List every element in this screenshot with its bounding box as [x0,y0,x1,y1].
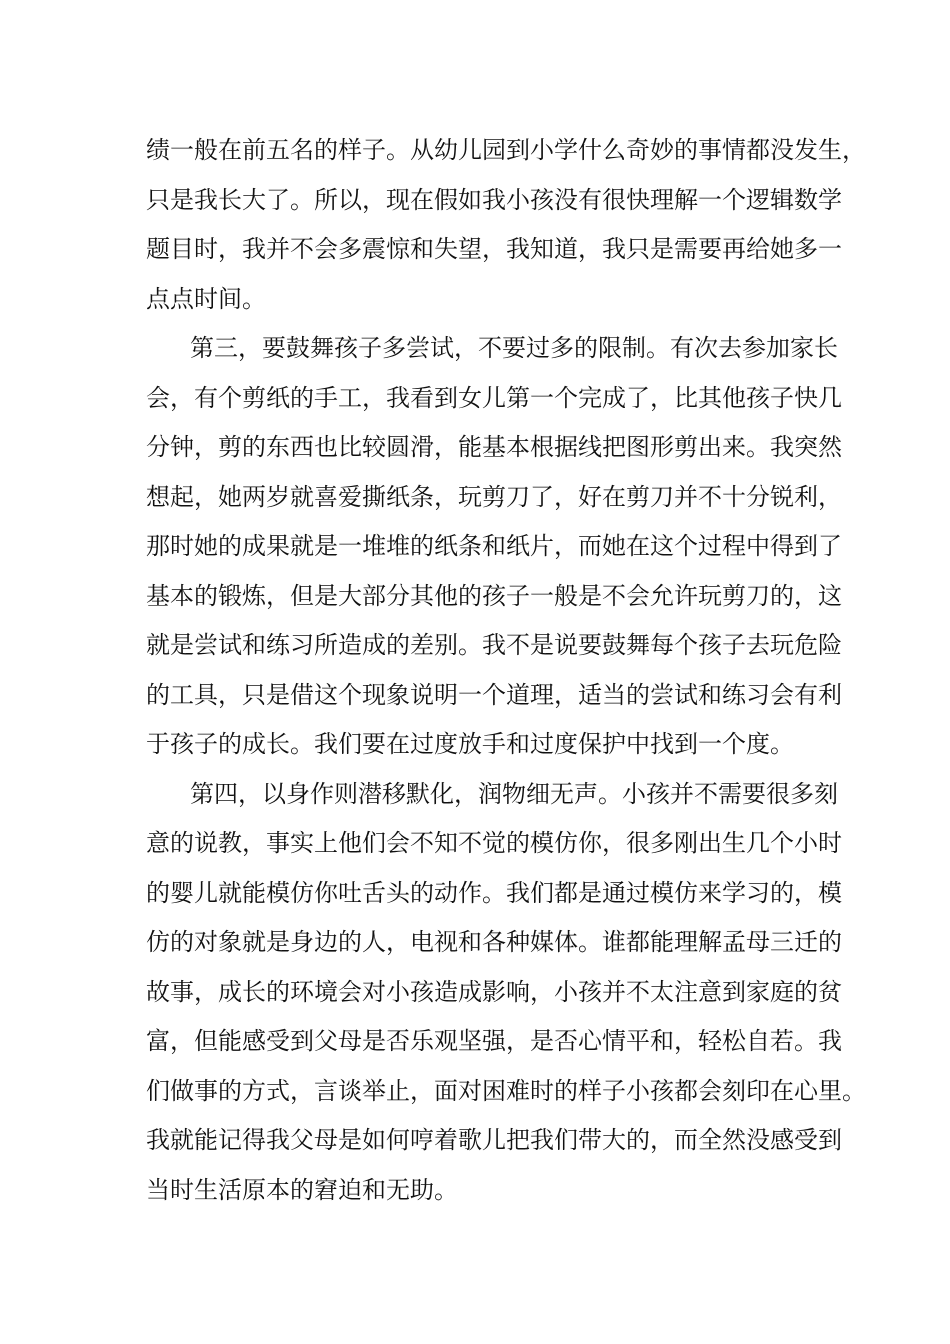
text-line: 们做事的方式，言谈举止，面对困难时的样子小孩都会刻印在心里。 [146,1076,866,1105]
text-line: 于孩子的成长。我们要在过度放手和过度保护中找到一个度。 [146,730,794,758]
text-line: 点点时间。 [146,284,266,313]
text-line: 只是我长大了。所以，现在假如我小孩没有很快理解一个逻辑数学 [146,185,842,214]
text-line: 绩一般在前五名的样子。从幼儿园到小学什么奇妙的事情都没发生， [146,136,866,164]
text-line: 基本的锻炼，但是大部分其他的孩子一般是不会允许玩剪刀的，这 [146,581,842,610]
text-line: 当时生活原本的窘迫和无助。 [146,1175,458,1204]
body-text [146,126,866,1215]
text-line: 会，有个剪纸的手工，我看到女儿第一个完成了，比其他孩子快几 [146,383,842,412]
text-line: 富，但能感受到父母是否乐观坚强，是否心情平和，轻松自若。我 [146,1027,842,1055]
text-line: 意的说教，事实上他们会不知不觉的模仿你，很多刚出生几个小时 [146,829,842,857]
text-line: 题目时，我并不会多震惊和失望，我知道，我只是需要再给她多一 [146,235,842,263]
paragraph-first-line: 第三，要鼓舞孩子多尝试，不要过多的限制。有次去参加家长 [190,334,838,362]
paragraph-first-line: 第四，以身作则潜移默化，润物细无声。小孩并不需要很多刻 [190,779,838,808]
text-line: 仿的对象就是身边的人，电视和各种媒体。谁都能理解孟母三迁的 [146,928,842,956]
text-line: 故事，成长的环境会对小孩造成影响，小孩并不太注意到家庭的贫 [146,977,842,1006]
text-line: 那时她的成果就是一堆堆的纸条和纸片，而她在这个过程中得到了 [146,532,842,560]
text-line: 的婴儿就能模仿你吐舌头的动作。我们都是通过模仿来学习的，模 [146,878,842,907]
text-line: 就是尝试和练习所造成的差别。我不是说要鼓舞每个孩子去玩危险 [146,631,842,659]
text-line: 的工具，只是借这个现象说明一个道理，适当的尝试和练习会有利 [146,680,842,709]
text-line: 分钟，剪的东西也比较圆滑，能基本根据线把图形剪出来。我突然 [146,433,842,461]
text-line: 我就能记得我父母是如何哼着歌儿把我们带大的，而全然没感受到 [146,1126,842,1154]
text-line: 想起，她两岁就喜爱撕纸条，玩剪刀了，好在剪刀并不十分锐利， [146,482,842,511]
